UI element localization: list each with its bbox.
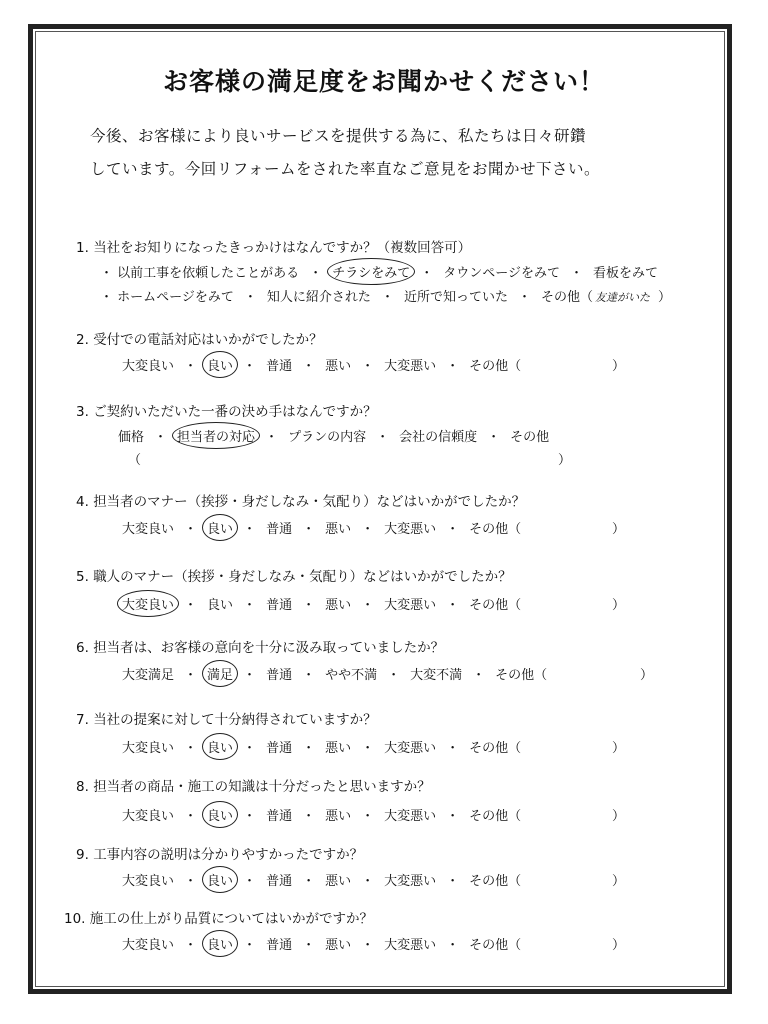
option: その他（ <box>540 290 593 305</box>
handwritten-note: 友達がいた <box>595 291 650 304</box>
option: その他（ <box>469 809 522 824</box>
option: その他（ <box>469 874 522 889</box>
option: 大変悪い <box>384 938 437 953</box>
q8-options: 大変良い ・ 良い ・ 普通 ・ 悪い ・ 大変悪い ・ その他（ <box>122 805 521 824</box>
question-text: 担当者のマナー（挨拶・身だしなみ・気配り）などはいかがでしたか？ <box>93 494 526 510</box>
option: 大変不満 <box>410 668 463 683</box>
option-selected: 大変良い <box>122 594 174 613</box>
option: 悪い <box>325 522 352 537</box>
question-5: 5. 職人のマナー（挨拶・身だしなみ・気配り）などはいかがでしたか？ <box>76 569 512 585</box>
close-paren: ） <box>558 453 572 468</box>
option-selected: 良い <box>207 870 233 889</box>
option: その他（ <box>469 598 522 613</box>
option-selected: 良い <box>207 805 233 824</box>
question-text: 職人のマナー（挨拶・身だしなみ・気配り）などはいかがでしたか？ <box>93 569 512 585</box>
option: タウンページをみて <box>443 266 560 281</box>
question-1 <box>76 236 471 256</box>
close-paren: ） <box>612 598 626 613</box>
close-paren: ） <box>612 809 626 824</box>
q2-options: 大変良い ・ 良い ・ 普通 ・ 悪い ・ 大変悪い ・ その他（ <box>122 355 521 374</box>
intro-line-2: しています。今回リフォームをされた率直なご意見をお聞かせ下さい。 <box>90 160 600 178</box>
option: その他（ <box>469 938 522 953</box>
question-8: 8. 担当者の商品・施工の知識は十分だったと思いますか？ <box>76 779 431 795</box>
option-selected: 良い <box>207 355 233 374</box>
option: 大変悪い <box>384 359 437 374</box>
question-text: 工事内容の説明は分かりやすかったですか？ <box>93 847 364 863</box>
close-paren: ） <box>612 874 626 889</box>
question-number: 1. <box>76 240 89 256</box>
option: 普通 <box>266 741 293 756</box>
option: 大変悪い <box>384 874 437 889</box>
option: ホームページをみて <box>117 290 234 305</box>
q9-options: 大変良い ・ 良い ・ 普通 ・ 悪い ・ 大変悪い ・ その他（ <box>122 870 521 889</box>
question-7: 7. 当社の提案に対して十分納得されていますか？ <box>76 712 377 728</box>
option: その他（ <box>469 522 522 537</box>
q3-options: 価格 ・ 担当者の対応 ・ プランの内容 ・ 会社の信頼度 ・ その他 <box>118 426 549 445</box>
option: 大変良い <box>122 874 175 889</box>
option: その他（ <box>469 741 522 756</box>
option: 普通 <box>266 874 293 889</box>
q1-options-line-1: ・ 以前工事を依頼したことがある ・ チラシをみて ・ タウンページをみて ・ 看板をみて <box>100 262 658 281</box>
question-text: 当社をお知りになったきっかけはなんですか？（複数回答可） <box>93 240 472 256</box>
q1-options-line-2: ・ ホームページをみて ・ 知人に紹介された ・ 近所で知っていた ・ その他（ 友達がいた <box>100 286 650 305</box>
option: 悪い <box>325 359 352 374</box>
question-10: 10. 施工の仕上がり品質についてはいかがですか？ <box>64 911 374 927</box>
option: 普通 <box>266 938 293 953</box>
open-paren: （ <box>128 453 142 468</box>
option: その他 <box>510 430 550 445</box>
option: 大変良い <box>122 359 175 374</box>
option: 看板をみて <box>592 266 658 281</box>
option: 大変良い <box>122 741 175 756</box>
option: 普通 <box>266 809 293 824</box>
question-text: 担当者は、お客様の意向を十分に汲み取っていましたか？ <box>93 640 445 656</box>
option-selected: チラシをみて <box>332 262 410 281</box>
option: 普通 <box>266 598 293 613</box>
option: 大変良い <box>122 809 175 824</box>
close-paren: ） <box>612 741 626 756</box>
option: 会社の信頼度 <box>399 430 478 445</box>
option: 価格 <box>118 430 145 445</box>
option: その他（ <box>495 668 548 683</box>
option: 大変悪い <box>384 741 437 756</box>
option: 以前工事を依頼したことがある <box>117 266 300 281</box>
option: 近所で知っていた <box>403 290 508 305</box>
option: 悪い <box>325 874 352 889</box>
option: 悪い <box>325 809 352 824</box>
intro-line-1: 今後、お客様により良いサービスを提供する為に、私たちは日々研鑽 <box>90 127 587 145</box>
question-text: 当社の提案に対して十分納得されていますか？ <box>93 712 377 728</box>
option: 大変良い <box>122 522 175 537</box>
question-2: 2. 受付での電話対応はいかがでしたか？ <box>76 332 323 348</box>
question-text: 担当者の商品・施工の知識は十分だったと思いますか？ <box>93 779 431 795</box>
q7-options: 大変良い ・ 良い ・ 普通 ・ 悪い ・ 大変悪い ・ その他（ <box>122 737 521 756</box>
option: 普通 <box>266 359 293 374</box>
close-paren: ） <box>640 668 654 683</box>
option: その他（ <box>469 359 522 374</box>
option: 悪い <box>325 741 352 756</box>
question-3: 3. ご契約いただいた一番の決め手はなんですか？ <box>76 404 377 420</box>
q5-options: 大変良い ・ 良い ・ 普通 ・ 悪い ・ 大変悪い ・ その他（ <box>122 594 521 613</box>
question-text: ご契約いただいた一番の決め手はなんですか？ <box>93 404 377 420</box>
option: 悪い <box>325 938 352 953</box>
q10-options: 大変良い ・ 良い ・ 普通 ・ 悪い ・ 大変悪い ・ その他（ <box>122 934 521 953</box>
option: 普通 <box>266 522 293 537</box>
close-paren: ） <box>612 359 626 374</box>
option-selected: 良い <box>207 934 233 953</box>
option: プランの内容 <box>288 430 367 445</box>
question-text: 受付での電話対応はいかがでしたか？ <box>93 332 323 348</box>
option-selected: 担当者の対応 <box>177 426 255 445</box>
close-paren: ） <box>658 290 672 305</box>
option: 知人に紹介された <box>266 290 371 305</box>
option-selected: 満足 <box>207 664 233 683</box>
option-selected: 良い <box>207 518 233 537</box>
option: 大変悪い <box>384 522 437 537</box>
q4-options: 大変良い ・ 良い ・ 普通 ・ 悪い ・ 大変悪い ・ その他（ <box>122 518 521 537</box>
question-4: 4. 担当者のマナー（挨拶・身だしなみ・気配り）などはいかがでしたか？ <box>76 494 526 510</box>
question-text: 施工の仕上がり品質についてはいかがですか？ <box>89 911 374 927</box>
option: やや不満 <box>325 668 378 683</box>
option: 大変悪い <box>384 809 437 824</box>
question-9: 9. 工事内容の説明は分かりやすかったですか？ <box>76 847 364 863</box>
option: 大変悪い <box>384 598 437 613</box>
question-6: 6. 担当者は、お客様の意向を十分に汲み取っていましたか？ <box>76 640 445 656</box>
close-paren: ） <box>612 522 626 537</box>
option-selected: 良い <box>207 737 233 756</box>
close-paren: ） <box>612 938 626 953</box>
page-title: お客様の満足度をお聞かせください！ <box>162 67 605 96</box>
option: 悪い <box>325 598 352 613</box>
option: 大変良い <box>122 938 175 953</box>
q6-options: 大変満足 ・ 満足 ・ 普通 ・ やや不満 ・ 大変不満 ・ その他（ <box>122 664 547 683</box>
option: 大変満足 <box>122 668 175 683</box>
option: 良い <box>207 598 234 613</box>
option: 普通 <box>266 668 293 683</box>
